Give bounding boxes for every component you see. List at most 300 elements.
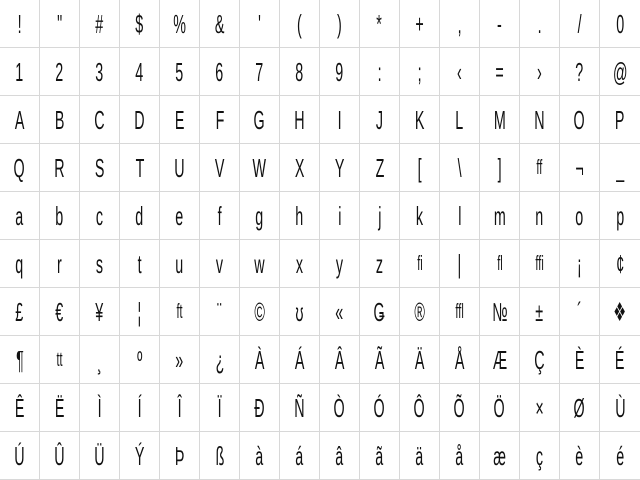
glyph: ã — [375, 440, 384, 471]
glyph-cell[interactable] — [80, 0, 120, 48]
glyph-cell[interactable] — [520, 192, 560, 240]
glyph-cell[interactable] — [440, 0, 480, 48]
glyph-cell[interactable] — [480, 240, 520, 288]
glyph: ± — [535, 296, 544, 327]
glyph: tt — [56, 348, 63, 371]
glyph: ä — [415, 440, 424, 471]
glyph-cell[interactable] — [80, 240, 120, 288]
glyph: Õ — [453, 392, 466, 423]
glyph: 0 — [616, 8, 624, 39]
glyph: Q — [13, 152, 26, 183]
glyph-cell[interactable] — [360, 240, 400, 288]
glyph-cell[interactable] — [320, 0, 360, 48]
glyph-cell[interactable] — [440, 48, 480, 96]
glyph-cell[interactable] — [280, 96, 320, 144]
glyph: E — [174, 104, 185, 135]
glyph: | — [457, 248, 462, 279]
glyph: Ǥ — [373, 296, 386, 327]
glyph-cell[interactable] — [520, 384, 560, 432]
glyph: % — [173, 8, 186, 39]
glyph-cell[interactable] — [0, 144, 40, 192]
glyph: Æ — [492, 344, 507, 375]
glyph: ] — [497, 152, 502, 183]
glyph-cell[interactable] — [400, 48, 440, 96]
glyph: Ý — [134, 440, 145, 471]
glyph: T — [135, 152, 144, 183]
glyph: Ó — [373, 392, 386, 423]
glyph-cell[interactable] — [160, 48, 200, 96]
glyph-cell[interactable] — [520, 240, 560, 288]
glyph: H — [294, 104, 305, 135]
glyph-cell[interactable] — [440, 384, 480, 432]
glyph: ' — [258, 8, 261, 39]
glyph: ft — [176, 300, 183, 323]
glyph: Û — [54, 440, 65, 471]
glyph: W — [252, 152, 267, 183]
glyph-cell[interactable] — [40, 384, 80, 432]
glyph: » — [175, 344, 184, 375]
glyph: Ï — [217, 392, 222, 423]
glyph-cell[interactable] — [120, 336, 160, 384]
glyph: o — [575, 200, 584, 231]
glyph-cell[interactable] — [280, 432, 320, 480]
glyph-cell[interactable] — [440, 432, 480, 480]
glyph: è — [575, 440, 584, 471]
glyph-cell[interactable] — [120, 0, 160, 48]
glyph-cell[interactable] — [560, 144, 600, 192]
glyph: € — [55, 296, 64, 327]
glyph-cell[interactable] — [360, 288, 400, 336]
glyph-cell[interactable] — [40, 288, 80, 336]
glyph-cell[interactable] — [80, 384, 120, 432]
glyph-cell[interactable] — [400, 240, 440, 288]
glyph-cell[interactable] — [120, 96, 160, 144]
glyph-cell[interactable] — [480, 0, 520, 48]
glyph-cell[interactable] — [240, 0, 280, 48]
glyph: Ð — [254, 392, 265, 423]
glyph: c — [95, 200, 104, 231]
glyph-cell[interactable] — [280, 240, 320, 288]
glyph-cell[interactable] — [600, 240, 640, 288]
glyph: z — [375, 248, 384, 279]
glyph: ( — [297, 8, 302, 39]
glyph-cell[interactable] — [120, 384, 160, 432]
glyph: Ö — [493, 392, 506, 423]
glyph: w — [254, 248, 265, 279]
glyph-cell[interactable] — [400, 144, 440, 192]
glyph-cell[interactable] — [600, 336, 640, 384]
glyph: / — [577, 8, 582, 39]
glyph-cell[interactable] — [400, 0, 440, 48]
glyph-cell[interactable] — [440, 192, 480, 240]
glyph-cell[interactable] — [240, 432, 280, 480]
glyph-cell[interactable] — [360, 192, 400, 240]
glyph: * — [376, 8, 383, 39]
glyph: ‹ — [457, 56, 462, 87]
glyph: ¶ — [15, 344, 24, 375]
glyph: A — [14, 104, 25, 135]
glyph: ¨ — [217, 296, 222, 327]
glyph-cell[interactable] — [200, 384, 240, 432]
glyph-cell[interactable] — [520, 288, 560, 336]
glyph-cell[interactable] — [40, 336, 80, 384]
glyph: m — [493, 200, 506, 231]
glyph-cell[interactable] — [360, 96, 400, 144]
glyph-cell[interactable] — [560, 336, 600, 384]
glyph: Ô — [413, 392, 426, 423]
glyph: 2 — [55, 56, 64, 87]
glyph-cell[interactable] — [440, 240, 480, 288]
glyph: ffi — [535, 252, 544, 275]
glyph-cell[interactable] — [400, 288, 440, 336]
glyph-cell[interactable] — [440, 336, 480, 384]
glyph-cell[interactable] — [40, 432, 80, 480]
glyph: ¥ — [95, 296, 104, 327]
glyph-cell[interactable] — [160, 336, 200, 384]
glyph-cell[interactable] — [560, 384, 600, 432]
glyph: å — [455, 440, 464, 471]
glyph: Â — [334, 344, 345, 375]
glyph: ! — [17, 8, 22, 39]
glyph-cell[interactable] — [80, 288, 120, 336]
glyph-cell[interactable] — [160, 432, 200, 480]
glyph-cell[interactable] — [200, 192, 240, 240]
glyph: ¬ — [575, 152, 584, 183]
glyph: 8 — [295, 56, 304, 87]
glyph-cell[interactable] — [320, 96, 360, 144]
glyph-cell[interactable] — [560, 0, 600, 48]
glyph-cell[interactable] — [80, 192, 120, 240]
glyph-cell[interactable] — [120, 432, 160, 480]
glyph-cell[interactable] — [480, 144, 520, 192]
glyph-cell[interactable] — [400, 432, 440, 480]
glyph: , — [457, 8, 462, 39]
glyph-cell[interactable] — [40, 144, 80, 192]
glyph: Ç — [534, 344, 545, 375]
glyph: â — [335, 440, 344, 471]
glyph-cell[interactable] — [160, 384, 200, 432]
glyph: Í — [137, 392, 142, 423]
glyph-cell[interactable] — [360, 0, 400, 48]
glyph-cell[interactable] — [320, 144, 360, 192]
glyph-cell[interactable] — [360, 48, 400, 96]
glyph-cell[interactable] — [280, 336, 320, 384]
glyph: ʊ — [295, 296, 304, 327]
glyph: n — [535, 200, 544, 231]
glyph-cell[interactable] — [240, 144, 280, 192]
glyph-cell[interactable] — [0, 240, 40, 288]
glyph: Î — [177, 392, 182, 423]
glyph: Ü — [94, 440, 105, 471]
glyph-cell[interactable] — [200, 48, 240, 96]
glyph: F — [215, 104, 224, 135]
glyph: M — [493, 104, 506, 135]
glyph-cell[interactable] — [0, 336, 40, 384]
glyph-cell[interactable] — [200, 336, 240, 384]
glyph: L — [455, 104, 464, 135]
glyph: l — [457, 200, 462, 231]
glyph-cell[interactable] — [240, 240, 280, 288]
glyph-cell[interactable] — [80, 96, 120, 144]
glyph-cell[interactable] — [480, 336, 520, 384]
glyph-cell[interactable] — [120, 288, 160, 336]
glyph: . — [537, 8, 542, 39]
glyph: @ — [612, 56, 628, 87]
glyph: ) — [337, 8, 342, 39]
glyph: fl — [496, 252, 503, 275]
glyph: Ñ — [294, 392, 305, 423]
glyph-cell[interactable] — [360, 144, 400, 192]
glyph-cell[interactable] — [600, 96, 640, 144]
glyph-cell[interactable] — [40, 192, 80, 240]
glyph-cell[interactable] — [360, 432, 400, 480]
glyph: Ä — [414, 344, 425, 375]
glyph-cell[interactable] — [480, 288, 520, 336]
glyph-cell[interactable] — [480, 432, 520, 480]
glyph-cell[interactable] — [160, 96, 200, 144]
glyph: 3 — [95, 56, 104, 87]
glyph: é — [616, 440, 624, 471]
glyph-cell[interactable] — [240, 192, 280, 240]
glyph-cell[interactable] — [240, 336, 280, 384]
glyph: ff — [536, 156, 543, 179]
glyph: ¦ — [137, 296, 142, 327]
glyph: k — [415, 200, 424, 231]
glyph-cell[interactable] — [600, 144, 640, 192]
glyph-cell[interactable] — [320, 48, 360, 96]
glyph: fi — [416, 252, 423, 275]
glyph-cell[interactable] — [0, 48, 40, 96]
glyph-cell[interactable] — [120, 192, 160, 240]
glyph-cell[interactable] — [0, 96, 40, 144]
glyph: Å — [454, 344, 465, 375]
glyph: Þ — [174, 440, 185, 471]
glyph: : — [377, 56, 382, 87]
glyph-cell[interactable] — [560, 48, 600, 96]
glyph: É — [615, 344, 625, 375]
glyph: $ — [135, 8, 144, 39]
glyph: 6 — [215, 56, 224, 87]
glyph-cell[interactable] — [520, 144, 560, 192]
glyph: Á — [294, 344, 305, 375]
glyph-cell[interactable] — [0, 384, 40, 432]
glyph: p — [616, 200, 624, 231]
glyph: ¡ — [577, 248, 582, 279]
glyph-cell[interactable] — [600, 48, 640, 96]
glyph-cell[interactable] — [480, 48, 520, 96]
glyph: Ú — [14, 440, 25, 471]
glyph-cell[interactable] — [520, 432, 560, 480]
glyph-cell[interactable] — [200, 144, 240, 192]
glyph: 7 — [255, 56, 264, 87]
glyph: X — [294, 152, 305, 183]
glyph-cell[interactable] — [0, 432, 40, 480]
glyph-cell[interactable] — [40, 96, 80, 144]
glyph: à — [255, 440, 264, 471]
glyph: e — [175, 200, 184, 231]
glyph: È — [574, 344, 585, 375]
glyph-cell[interactable] — [120, 240, 160, 288]
glyph-cell[interactable] — [520, 336, 560, 384]
glyph-cell[interactable] — [280, 144, 320, 192]
glyph-cell[interactable] — [320, 432, 360, 480]
glyph-cell[interactable] — [160, 192, 200, 240]
glyph-cell[interactable] — [440, 288, 480, 336]
glyph: G — [253, 104, 266, 135]
glyph: r — [57, 248, 62, 279]
glyph-cell[interactable] — [120, 144, 160, 192]
glyph-cell[interactable] — [160, 0, 200, 48]
glyph: _ — [616, 152, 624, 183]
glyph: C — [94, 104, 105, 135]
glyph: › — [537, 56, 542, 87]
glyph-cell[interactable] — [600, 384, 640, 432]
glyph: × — [535, 392, 544, 423]
glyph-cell[interactable] — [0, 0, 40, 48]
glyph-cell[interactable] — [560, 288, 600, 336]
glyph: V — [214, 152, 225, 183]
glyph-cell[interactable] — [40, 48, 80, 96]
glyph: ¢ — [616, 248, 624, 279]
glyph: i — [337, 200, 342, 231]
glyph-cell[interactable] — [200, 0, 240, 48]
glyph-cell[interactable] — [360, 336, 400, 384]
glyph: Ã — [374, 344, 385, 375]
glyph-cell[interactable] — [320, 336, 360, 384]
glyph-cell[interactable] — [120, 48, 160, 96]
glyph-cell[interactable] — [360, 384, 400, 432]
glyph: \ — [457, 152, 462, 183]
glyph-cell[interactable] — [400, 192, 440, 240]
glyph: a — [15, 200, 24, 231]
glyph-cell[interactable] — [80, 48, 120, 96]
glyph-cell[interactable] — [160, 240, 200, 288]
glyph-cell[interactable] — [320, 384, 360, 432]
glyph-cell[interactable] — [80, 336, 120, 384]
glyph: R — [54, 152, 65, 183]
glyph-cell[interactable] — [480, 192, 520, 240]
glyph: s — [95, 248, 104, 279]
glyph: ; — [417, 56, 422, 87]
glyph-cell[interactable] — [240, 96, 280, 144]
glyph: ¿ — [215, 344, 224, 375]
glyph: ç — [535, 440, 544, 471]
glyph: ´ — [577, 296, 582, 327]
glyph-cell[interactable] — [400, 384, 440, 432]
glyph: N — [534, 104, 545, 135]
glyph: " — [56, 8, 63, 39]
glyph: + — [415, 8, 424, 39]
glyph: b — [55, 200, 64, 231]
glyph-cell[interactable] — [40, 240, 80, 288]
glyph: U — [174, 152, 185, 183]
glyph-cell[interactable] — [40, 0, 80, 48]
glyph-cell[interactable] — [200, 432, 240, 480]
glyph-cell[interactable] — [280, 48, 320, 96]
glyph: [ — [417, 152, 422, 183]
glyph: 4 — [135, 56, 144, 87]
glyph: P — [615, 104, 625, 135]
glyph: Z — [375, 152, 384, 183]
glyph: ¸ — [97, 344, 102, 375]
glyph: K — [414, 104, 425, 135]
glyph-cell[interactable] — [600, 432, 640, 480]
glyph-cell[interactable] — [240, 384, 280, 432]
glyph-cell[interactable] — [440, 96, 480, 144]
glyph: J — [375, 104, 384, 135]
glyph: & — [214, 8, 225, 39]
glyph: Y — [334, 152, 345, 183]
glyph-cell[interactable] — [200, 240, 240, 288]
glyph: - — [497, 8, 502, 39]
glyph: ß — [215, 440, 224, 471]
glyph-cell[interactable] — [280, 384, 320, 432]
glyph: = — [495, 56, 504, 87]
glyph: № — [491, 296, 508, 327]
glyph: y — [335, 248, 344, 279]
glyph: © — [254, 296, 265, 327]
glyph-cell[interactable] — [600, 0, 640, 48]
glyph: D — [134, 104, 145, 135]
glyph-cell[interactable] — [400, 336, 440, 384]
glyph-cell[interactable] — [80, 432, 120, 480]
glyph: Ì — [97, 392, 102, 423]
glyph: x — [295, 248, 304, 279]
glyph-cell[interactable] — [600, 192, 640, 240]
glyph-cell[interactable] — [320, 288, 360, 336]
glyph: ❖ — [613, 296, 627, 327]
glyph-cell[interactable] — [320, 192, 360, 240]
glyph-cell[interactable] — [160, 144, 200, 192]
glyph-cell[interactable] — [560, 240, 600, 288]
glyph-cell[interactable] — [240, 48, 280, 96]
glyph: O — [573, 104, 586, 135]
glyph-cell[interactable] — [560, 96, 600, 144]
glyph-cell[interactable] — [520, 0, 560, 48]
glyph-cell[interactable] — [480, 384, 520, 432]
glyph: £ — [15, 296, 24, 327]
glyph-cell[interactable] — [520, 96, 560, 144]
glyph: # — [95, 8, 104, 39]
glyph-cell[interactable] — [0, 288, 40, 336]
glyph-cell[interactable] — [160, 288, 200, 336]
glyph-cell[interactable] — [0, 192, 40, 240]
glyph: 5 — [175, 56, 184, 87]
glyph-cell[interactable] — [480, 96, 520, 144]
glyph-cell[interactable] — [280, 0, 320, 48]
glyph-cell[interactable] — [280, 288, 320, 336]
glyph: À — [254, 344, 265, 375]
glyph-cell[interactable] — [200, 96, 240, 144]
glyph: q — [15, 248, 24, 279]
glyph-cell[interactable] — [560, 192, 600, 240]
glyph: Ø — [573, 392, 586, 423]
glyph-cell[interactable] — [280, 192, 320, 240]
glyph-cell[interactable] — [240, 288, 280, 336]
glyph-cell[interactable] — [560, 432, 600, 480]
glyph: « — [335, 296, 344, 327]
glyph: t — [137, 248, 142, 279]
glyph-cell[interactable] — [80, 144, 120, 192]
glyph-cell[interactable] — [440, 144, 480, 192]
glyph-cell[interactable] — [600, 288, 640, 336]
glyph-cell[interactable] — [320, 240, 360, 288]
glyph-cell[interactable] — [200, 288, 240, 336]
glyph: Ê — [14, 392, 25, 423]
glyph-cell[interactable] — [400, 96, 440, 144]
glyph: æ — [493, 440, 506, 471]
glyph-cell[interactable] — [520, 48, 560, 96]
